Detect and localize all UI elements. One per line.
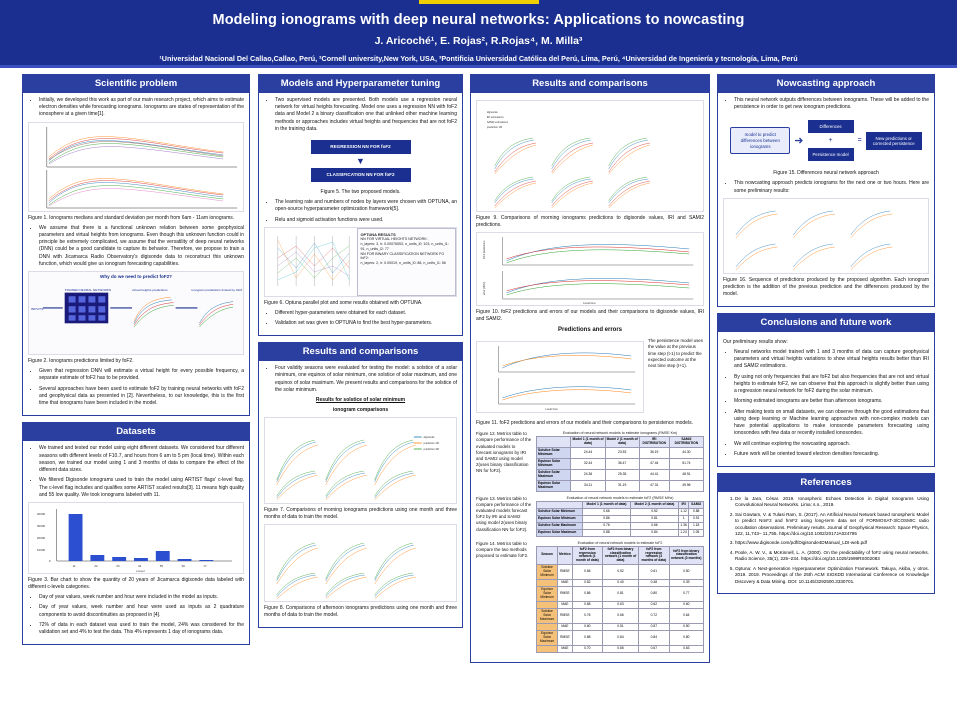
figure-13-row — [476, 496, 704, 537]
table-cell: 24.44 — [571, 448, 605, 459]
table-header-cell: foF2 from binary classification network (1 month of data) — [602, 546, 638, 565]
figure-12-row — [476, 431, 704, 492]
table-cell: MAE — [558, 580, 573, 587]
table-row — [537, 437, 704, 448]
list-item: • Different hyper-parameters were obtained for each dataset. — [275, 310, 457, 317]
table-cell: 0.64 — [669, 609, 703, 624]
panel-title-conclusions: Conclusions and future work — [718, 314, 934, 332]
table-cell: 34.11 — [571, 480, 605, 491]
diagram-plus-icon: + — [828, 137, 833, 145]
svg-text:prediction 3M: prediction 3M — [423, 448, 439, 452]
svg-text:TRAINED NEURAL NETWORKS: TRAINED NEURAL NETWORKS — [64, 288, 112, 292]
table-cell: 0.84 — [602, 630, 638, 645]
figure-6-optuna — [264, 227, 457, 297]
header-accent-bar — [419, 0, 539, 4]
table-cell: 44.30 — [669, 448, 703, 459]
table-12-wrapper — [536, 431, 704, 492]
list-item: 3. https://www.digisonde.com/pdf/Digisonde4DManual_LDI-web.pdf — [735, 540, 929, 546]
nowcasting-bullets — [723, 97, 929, 112]
table-row — [537, 529, 704, 536]
table-header-cell: Season — [537, 546, 558, 565]
table-row — [537, 623, 704, 630]
list-item: • This nowcasting approach predicts ionograms for the next one or two hours. Here are some preliminary results: — [734, 180, 929, 195]
panel-title-nowcasting: Nowcasting approach — [718, 75, 934, 93]
flow-arrow-icon: ▼ — [356, 156, 365, 167]
table-cell: 0.84 — [639, 630, 670, 645]
panel-datasets — [22, 422, 250, 645]
list-item: • 72% of data in each dataset was used to train the model, 24% was considered for the validation set and 4% to test the data. This 4% represents 1 day of ionograms data. — [39, 622, 244, 637]
svg-text:prediction 1M: prediction 1M — [486, 125, 503, 129]
svg-text:30000: 30000 — [36, 523, 46, 529]
table-row — [537, 515, 704, 522]
table-cell: Equinox Solar Maximum — [537, 630, 558, 645]
figure-12-caption: Figure 12. Metrics table to compare performance of the evaluated models to forecast ionograms by IRI and SAMI2 using model 2(uses binary classification NN for foF2). — [476, 431, 532, 474]
panel-title-results-left: Results and comparisons — [259, 343, 462, 361]
figure-11-persistence — [476, 341, 644, 413]
poster-header — [0, 0, 957, 68]
svg-text:55: 55 — [159, 563, 164, 569]
table-row — [537, 602, 704, 609]
table-cell: 0.52 — [572, 580, 602, 587]
results-subtitle-2: ionogram comparisons — [332, 407, 389, 414]
results-subtitle-1: Results for solstice of solar minimum — [315, 397, 406, 404]
svg-text:foF2 predictions: foF2 predictions — [482, 240, 486, 259]
models-bullets — [264, 97, 457, 133]
scientific-problem-bullets-2 — [28, 225, 244, 269]
nowcasting-bullets-2 — [723, 180, 929, 195]
table-cell — [537, 602, 558, 609]
table-cell: 1.24 — [678, 529, 689, 536]
table-cell: 0.66 — [583, 508, 631, 515]
table-cell: 0.76 — [572, 609, 602, 624]
table-header-cell: SAMI2 DISTRIBUTION — [669, 437, 703, 448]
figure-8-afternoon-ionograms — [264, 524, 457, 602]
list-item: • We assume that there is a functional unknown relation between some geophysical parameters and virtual heights from ionograms. Even though this unknown function could in principle be extremely complicated, we assume that the versatility of deep neural networks (DNN) could be a good candidate to capture its behavior. Therefore, we propose to train a DNN with Jicamarca Radio Observatory's digisonde data to reconstruct this unknown function, which would give us ionogram forecasting capabilities. — [39, 225, 244, 269]
table-cell: RMSE — [558, 565, 573, 580]
table-cell: 0.86 — [572, 587, 602, 602]
table-row — [537, 448, 704, 459]
table-row — [537, 480, 704, 491]
svg-text:Local time: Local time — [545, 408, 558, 412]
table-header-cell: foF2 from regression network (3 months of data) — [639, 546, 670, 565]
table-cell: 0.80 — [669, 630, 703, 645]
model-box-regression: REGRESSION NN FOR foF2 — [311, 140, 411, 154]
svg-text:66: 66 — [181, 563, 185, 569]
svg-text:SAMI2 estimations: SAMI2 estimations — [486, 120, 509, 124]
table-cell: 0.76 — [583, 522, 631, 529]
panel-nowcasting — [717, 74, 935, 307]
figure-7-graphic — [265, 418, 456, 503]
table-14-wrapper — [536, 541, 704, 653]
list-item: 2. Sai Gowtam, V. & Tulasi Ram, S. (2017). An Artificial Neural Network based Ionospheric Model to predict NmF2 and hmF2 using long-term data set of FORMOSAT-3/COSMIC radio occultation observations. Preliminary results. Journal of Geophysical Research: Space Physics, 122, 11,743– 11,755. https://doi.org/10.1002/2017JA024795 — [735, 512, 929, 538]
figure-11-graphic — [477, 342, 643, 412]
table-cell: 0.80 — [639, 587, 670, 602]
list-item: • Morning estimated ionograms are better than afternoon ionograms. — [734, 398, 929, 405]
optuna-results-box — [357, 228, 457, 296]
table-cell: Solstice Solar Minimum — [537, 508, 583, 515]
table-header-cell: foF2 from regression network (1 month of data) — [572, 546, 602, 565]
svg-text:digisonde: digisonde — [423, 436, 435, 440]
table-header-cell: IRI — [678, 501, 689, 508]
table-header-cell: Metrics — [558, 546, 573, 565]
list-item: • Two supervised models are presented. Both models use a regression neural network for virtual heights forecasting. Model one uses a regression NN with foF2 data and Model 2 a binary classification one that unlinked other machine learning methods or approaches includes virtual heights and frequencies that are not foF2 in the training data. — [275, 97, 457, 133]
table-cell: 0.91 — [689, 515, 704, 522]
column-4 — [717, 74, 935, 600]
table-row — [537, 609, 704, 624]
table-cell: 49.96 — [669, 480, 703, 491]
table-cell: 0.52 — [602, 565, 638, 580]
figure-2-fof2-diagram — [28, 271, 244, 355]
table-row — [537, 459, 704, 470]
table-cell: 0.84 — [630, 529, 678, 536]
figure-8-caption: Figure 8. Comparisons of afternoon ionograms predictions using one month and three months of data to train the model. — [264, 605, 457, 619]
table-header-cell: Model 2 (1 month of data) — [630, 501, 678, 508]
table-cell: 0.60 — [572, 623, 602, 630]
panel-title-results-mid: Results and comparisons — [471, 75, 709, 93]
table-header-cell: Model 2 (1 month of data) — [605, 437, 639, 448]
figure-1-graphic — [29, 123, 243, 211]
table-cell: 0.48 — [639, 580, 670, 587]
list-item: • Given that regression DNN will estimate a virtual height for every possible frequency, a separate estimate of foF2 has to be provided. — [39, 368, 244, 383]
model-box-classification: CLASSIFICATION NN FOR foF2 — [311, 168, 411, 182]
table-cell: Solstice Solar Minimum — [537, 448, 571, 459]
table-cell: 0.50 — [669, 623, 703, 630]
table-cell: 0.50 — [669, 565, 703, 580]
figure-13-caption: Figure 13. Metrics table to compare performance of the evaluated models forecast foF2 by IRI and SAMI2 using model 2(uses binary classification NN for foF2). — [476, 495, 532, 532]
table-12-caption: Evaluation of neural network models to estimate ionograms (RMSE Km) — [562, 431, 678, 436]
table-cell: 0.68 — [572, 602, 602, 609]
datasets-bullets — [28, 445, 244, 499]
column-1 — [22, 74, 250, 651]
svg-text:IRI estimations: IRI estimations — [486, 115, 504, 119]
figure-9-graphic — [477, 101, 703, 211]
figure-5-model-flow — [264, 136, 457, 186]
list-item: • Four validity seasons were evaluated for testing the model: a solstice of a solar minimum, one equinox of solar minimum, one solstice of solar maximum, and one equinox of solar maximum. We present results and comparisons for the solstice of the solar minimum. — [275, 365, 457, 394]
table-cell: Equinox Solar Minimum — [537, 515, 583, 522]
list-item: • We will continue exploring the nowcasting approach. — [734, 441, 929, 448]
optuna-line-2: n_layers: 3, lr: 0.00076553, n_units_l0: 103, n_units_l1: 91, n_units_l2: 77 — [360, 241, 449, 251]
diagram-model-box: model to predict differences between ionograms — [730, 127, 790, 154]
table-cell: 44.41 — [639, 469, 669, 480]
list-item: 4. Poole, A. W. V., & McKinnell, L. A. (2000). On the predictability of foF2 using neural networks. Radio Science, 35(1), 225–234. https://doi.org/10.1029/1999RS002083 — [735, 550, 929, 563]
figure-7-morning-ionograms — [264, 417, 457, 504]
table-row — [537, 501, 704, 508]
table-cell: 0.63 — [669, 645, 703, 652]
table-row — [537, 522, 704, 529]
table-cell: 0.40 — [602, 580, 638, 587]
svg-text:error (MHz): error (MHz) — [482, 281, 486, 295]
panel-conclusions — [717, 313, 935, 467]
table-cell: 0.66 — [602, 609, 638, 624]
list-item: 1. De la Jara, César. 2019. Ionospheric Echoes Detection in Digital Ionograms Using Convolutional Neural Networks. Lima: s.n., 2019. — [735, 496, 929, 509]
figure-11-caption: Figure 11. foF2 predictions and errors of our models and their comparisons to persistence models. — [476, 420, 693, 427]
table-row — [537, 565, 704, 580]
svg-text:44: 44 — [137, 563, 142, 569]
optuna-line-1: NN FOR VIRTUAL HEIGHTS NETWORK: — [360, 237, 428, 242]
table-cell: MAE — [558, 602, 573, 609]
figure-15-diagram — [723, 114, 929, 167]
conclusions-bullets — [723, 349, 929, 458]
figure-16-sequence — [723, 198, 929, 274]
svg-text:c-level: c-level — [136, 568, 145, 573]
table-cell: 31.19 — [605, 480, 639, 491]
table-cell: 25.35 — [605, 469, 639, 480]
table-cell: 0.66 — [630, 522, 678, 529]
svg-text:prediction 1M: prediction 1M — [423, 442, 439, 446]
table-cell: 0.86 — [583, 515, 631, 522]
panel-scientific-problem — [22, 74, 250, 416]
figure-14-row — [476, 541, 704, 653]
table-cell: 47.31 — [639, 480, 669, 491]
table-cell: 0.51 — [602, 623, 638, 630]
figure-6-caption: Figure 6. Optuna parallel plot and some results obtained with OPTUNA. — [264, 299, 423, 306]
panel-title-references: References — [718, 474, 934, 492]
panel-references — [717, 473, 935, 594]
svg-text:20000: 20000 — [36, 535, 46, 541]
svg-text:INPUTS: INPUTS — [30, 307, 44, 311]
list-item: • Future work will be oriented toward electron densities forecasting. — [734, 451, 929, 458]
svg-text:22: 22 — [94, 563, 98, 569]
table-cell: 0.88 — [689, 508, 704, 515]
table-header-cell — [537, 501, 583, 508]
list-item: • We filtered Digisonde ionograms used to train the model using ARTIST flags' c-level flag. The c-level flag includes and qualifies some ARTIST scaled results[3]. 11 means high quality and 55 low quality. We took ionograms labeled with 11. — [39, 477, 244, 499]
table-row — [537, 546, 704, 565]
table-cell: 0.57 — [639, 623, 670, 630]
diagram-right-stack — [808, 120, 854, 161]
figure-1-caption: Figure 1. Ionograms medians and standard deviation per month from 6am - 11am ionograms. — [28, 214, 235, 221]
list-item: • Day of year values, week number and hour were used as inputs as 2 quadrature components to avoid discontinuities as proposed in [4]. — [39, 604, 244, 619]
figure-10-fof2-predictions — [476, 232, 704, 306]
svg-text:virtual heights predictions: virtual heights predictions — [132, 288, 168, 292]
figure-1-ionogram-medians — [28, 122, 244, 212]
table-cell: 0.61 — [639, 565, 670, 580]
figure-9-caption: Figure 9. Comparisons of morning ionograms predictions to digisonde values, IRI and SAMI2 predictions. — [476, 214, 704, 228]
figure-10-graphic — [477, 233, 703, 305]
table-cell: 0.70 — [572, 645, 602, 652]
table-cell: Equinox Solar Minimum — [537, 459, 571, 470]
table-cell: 1.18 — [689, 522, 704, 529]
table-row — [537, 508, 704, 515]
table-cell: Equinox Solar Maximum — [537, 480, 571, 491]
table-header-cell: Model 1 (1 month of data) — [583, 501, 631, 508]
table-cell: 1.36 — [678, 522, 689, 529]
table-cell: RMSE — [558, 609, 573, 624]
svg-text:ionogram predictions limited b: ionogram predictions limited by foF2 — [191, 288, 243, 292]
optuna-results-title: OPTUNA RESULTS — [360, 231, 396, 237]
list-item: • Several approaches have been used to estimate foF2 by training neural networks with foF2 and geophysical data as presented in [2]. Nevertheless, to our knowledge, this is the first time that ionograms have been included in the model. — [39, 386, 244, 408]
results-left-bullets — [264, 365, 457, 394]
table-cell: 1.05 — [689, 529, 704, 536]
table-cell: 36.19 — [639, 448, 669, 459]
table-cell: 0.63 — [602, 602, 638, 609]
table-cell: 0.67 — [639, 645, 670, 652]
list-item: • Validation set was given to OPTUNA to find the best hyper-parameters. — [275, 320, 457, 327]
scientific-problem-bullets-3 — [28, 368, 244, 407]
figure-16-caption: Figure 16. Sequence of predictions produced by the proposed algorithm. Each ionogram prediction is the addition of the previous prediction and the differences produced by the model. — [723, 276, 929, 297]
table-cell: 23.53 — [605, 448, 639, 459]
table-12 — [536, 436, 704, 492]
figure-7-caption: Figure 7. Comparisons of morning ionograms predictions using one month and three months of data to train the model. — [264, 507, 457, 521]
models-bullets-2 — [264, 199, 457, 224]
figure-9-comparisons — [476, 100, 704, 212]
figure-15-caption: Figure 15. Differences neural network approach — [773, 170, 879, 177]
table-13-wrapper — [536, 496, 704, 537]
svg-text:33: 33 — [116, 563, 120, 569]
persistence-note: The persistence model uses the value at the previous time step (t-1) to predict the expected outcome at the next time step (t+1). — [648, 338, 703, 368]
table-cell: 0.60 — [669, 602, 703, 609]
datasets-bullets-2 — [28, 594, 244, 636]
svg-text:0: 0 — [48, 558, 51, 564]
table-cell: 0.39 — [669, 580, 703, 587]
column-3 — [470, 74, 710, 669]
table-cell: 47.44 — [639, 459, 669, 470]
table-cell: 48.91 — [669, 469, 703, 480]
figure-3-clevel-barchart — [28, 502, 244, 574]
table-cell — [537, 580, 558, 587]
diagram-output-box: New predictions or corrected persistence — [866, 132, 922, 150]
table-13 — [536, 501, 704, 537]
page-title: Modeling ionograms with deep neural networks: Applications to nowcasting — [212, 12, 745, 28]
table-cell: 0.88 — [583, 529, 631, 536]
scientific-problem-bullets — [28, 97, 244, 119]
figure-2-caption: Figure 2. Ionograms predictions limited by foF2. — [28, 358, 134, 365]
optuna-line-4: n_layers: 2, lr: 0.00019, n_units_l0: 88, n_units_l1: 56 — [360, 261, 446, 266]
diagram-persistence-box: Persistence model — [808, 148, 854, 161]
list-item: • Neural networks model trained with 1 and 3 months of data can capture geophysical parameters and virtual heights variations to show virtual heights results better than IRI and SAMI2 estimations. — [734, 349, 929, 371]
table-cell: 1.12 — [678, 508, 689, 515]
table-header-cell: SAMI2 — [689, 501, 704, 508]
table-cell — [537, 645, 558, 652]
references-list — [723, 496, 929, 585]
table-cell: Solstice Solar Maximum — [537, 469, 571, 480]
table-cell: 0.66 — [572, 565, 602, 580]
table-cell: 24.36 — [571, 469, 605, 480]
table-cell: 1 — [678, 515, 689, 522]
models-bullets-3 — [264, 310, 457, 328]
diagram-equals-icon: = — [857, 137, 862, 145]
panel-title-scientific-problem: Scientific problem — [23, 75, 249, 93]
list-item: • By using not only frequencies that are foF2 but also frequencies that are not and virtual heights to estimate foF2, we can observe that this approach is slightly better than using a regression neural network for foF2 during the solar minimum. — [734, 374, 929, 396]
table-cell: 0.62 — [639, 602, 670, 609]
table-header-cell: Model 1 (1 month of data) — [571, 437, 605, 448]
diagram-differences-box: Differences — [808, 120, 854, 133]
panel-models-tuning — [258, 74, 463, 336]
panel-results-mid — [470, 74, 710, 663]
predictions-errors-title: Predictions and errors — [557, 326, 623, 333]
figure-2-inner-title: Why do we need to predict foF2? — [100, 274, 172, 280]
conclusions-intro: Our preliminary results show: — [723, 338, 788, 345]
column-2 — [258, 74, 463, 634]
author-list: J. Aricoché¹, E. Rojas², R.Rojas⁴, M. Milla³ — [374, 35, 583, 48]
table-cell: RMSE — [558, 587, 573, 602]
figure-14-caption: Figure 14. Metrics table to compare the two methods proposed to estimate foF2. — [476, 540, 529, 558]
list-item: 5. Optuna: A Next-generation Hyperparameter Optimization Framework. Takuya, Akiba, y otros. 2019. 2019. Proceedings of the 25th ACM SIGKDD International Conference on Knowledge Discovery & Data Mining. DOI: 10.1145/3292500.3330701. — [735, 566, 929, 585]
figure-10-caption: Figure 10. foF2 predictions and errors of our models and their comparisons to digisonde values, IRI and SAMI2. — [476, 308, 704, 322]
table-cell: RMSE — [558, 630, 573, 645]
list-item: • Day of year values, week number and hour were included in the model as inputs. — [39, 594, 244, 601]
table-14 — [536, 546, 704, 653]
table-cell — [537, 623, 558, 630]
optuna-line-3: NN FOR BINARY CLASSIFICATION NETWORK FO foF2: — [360, 251, 445, 261]
table-cell: 0.88 — [572, 630, 602, 645]
figure-3-caption: Figure 3. Bar chart to show the quantity of 20 years of Jicamarca digisonde data labeled with different c-levels categories. — [28, 577, 244, 590]
table-cell: MAE — [558, 645, 573, 652]
figure-8-graphic — [265, 525, 456, 601]
panel-results-left — [258, 342, 463, 628]
table-header-cell: IRI DISTRIBUTION — [639, 437, 669, 448]
table-cell: 32.44 — [571, 459, 605, 470]
svg-text:11: 11 — [72, 563, 76, 569]
list-item: • We trained and tested our model using eight different datasets. We considered four different seasons with different levels of F10.7, and hours from 6 am to 5 pm (local time). Within each season, we trained our model using 1 and 3 months of data to compare the effect of the different data sizes. — [39, 445, 244, 474]
table-cell: 36.47 — [605, 459, 639, 470]
table-cell: 0.72 — [639, 609, 670, 624]
table-row — [537, 645, 704, 652]
svg-text:40000: 40000 — [36, 511, 46, 517]
table-cell: Solstice Solar Maximum — [537, 609, 558, 624]
svg-text:digisonde: digisonde — [486, 110, 498, 114]
table-header-cell: foF2 from binary classification network (3 months) — [669, 546, 703, 565]
list-item: • Initially, we developed this work as part of our main research project, which aims to estimate electron densities while forecasting ionograms. Ionograms are states of representation of the ionosphere at a given time[1]. — [39, 97, 244, 119]
table-cell: Solstice Solar Minimum — [537, 565, 558, 580]
table-row — [537, 630, 704, 645]
affiliation-list: ¹Universidad Nacional Del Callao,Callao, Perú, ²Cornell university,New York, USA, ³Pontificia Universidad Católica del Perú, Lima, Perú, ⁴Universidad de Ingeniería y tecnología, Lima, Perú — [159, 54, 798, 64]
table-row — [537, 587, 704, 602]
table-cell: Solstice Solar Maximum — [537, 522, 583, 529]
table-cell: Equinox Solar Minimum — [537, 587, 558, 602]
table-cell: 0.52 — [630, 508, 678, 515]
figure-3-graphic — [29, 503, 243, 573]
table-14-caption: Evaluation of neural network models to estimate foF2 — [577, 540, 663, 545]
table-header-cell — [537, 437, 571, 448]
list-item: • The learning rate and numbers of nodes by layers were chosen with OPTUNA, an open-source hyperparameter optimization framework[5]. — [275, 199, 457, 214]
figure-16-graphic — [724, 199, 928, 273]
figure-6-parallel-plot — [265, 228, 357, 296]
table-cell: Equinox Solar Maximum — [537, 529, 583, 536]
list-item: • After making tests on small datasets, we can observe through the good estimations that using deep learning or Machine learning approaches with non-complex models can have potential applications to make ionosonde parameters forecasting using ionosondes with few data or recently installed ionosondes. — [734, 409, 929, 438]
table-cell: 0.81 — [630, 515, 678, 522]
table-cell: 0.81 — [602, 587, 638, 602]
svg-text:77: 77 — [203, 563, 207, 569]
table-row — [537, 469, 704, 480]
panel-title-datasets: Datasets — [23, 423, 249, 441]
arrow-right-icon: ➜ — [794, 135, 804, 148]
figure-5-caption: Figure 5. The two proposed models. — [320, 189, 401, 196]
figure-2-graphic — [29, 280, 243, 354]
list-item: • This neural network outputs differences between ionograms. These will be added to the persistence in order to get new ionogram predictions. — [734, 97, 929, 112]
table-13-caption: Evaluation of neural network models to estimate foF2 (RMSE MHz) — [566, 495, 674, 500]
table-cell: MAE — [558, 623, 573, 630]
table-cell: 51.74 — [669, 459, 703, 470]
svg-text:10000: 10000 — [36, 547, 46, 553]
table-cell: 0.77 — [669, 587, 703, 602]
figure-11-row — [476, 338, 704, 416]
svg-text:Local time: Local time — [583, 300, 596, 305]
list-item: • Relu and sigmoid activation functions were used. — [275, 217, 457, 224]
table-row — [537, 580, 704, 587]
table-cell: 0.66 — [602, 645, 638, 652]
panel-title-models-tuning: Models and Hyperparameter tuning — [259, 75, 462, 93]
